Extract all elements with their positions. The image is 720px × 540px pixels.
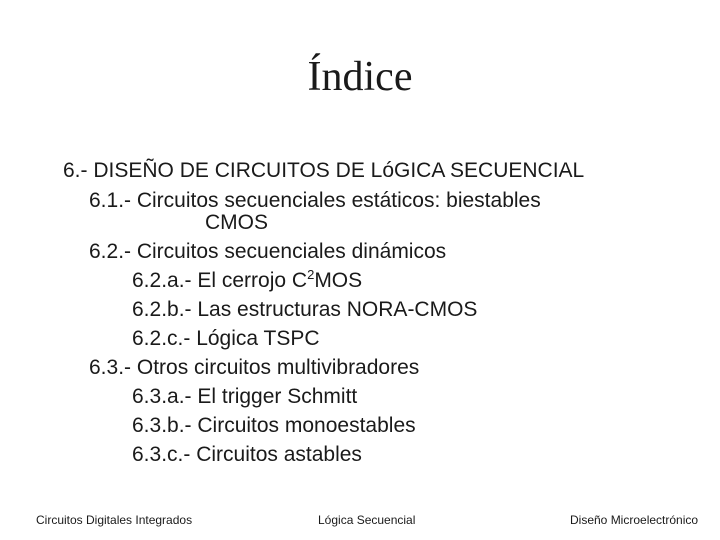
subsection-6-2-c: 6.2.c.- Lógica TSPC bbox=[132, 327, 320, 350]
section-6-1-continuation: CMOS bbox=[205, 211, 268, 234]
section-6-2: 6.2.- Circuitos secuenciales dinámicos bbox=[89, 240, 447, 263]
subsection-6-2-b: 6.2.b.- Las estructuras NORA-CMOS bbox=[132, 298, 478, 321]
chapter-heading: 6.- DISEÑO DE CIRCUITOS DE LóGICA SECUENCIAL bbox=[63, 159, 585, 182]
footer-left: Circuitos Digitales Integrados bbox=[36, 513, 193, 527]
footer-right: Diseño Microelectrónico bbox=[570, 513, 699, 527]
subsection-6-2-a-suffix: MOS bbox=[314, 269, 363, 292]
footer-center: Lógica Secuencial bbox=[318, 513, 416, 527]
subsection-6-3-a: 6.3.a.- El trigger Schmitt bbox=[132, 385, 358, 408]
subsection-6-3-c: 6.3.c.- Circuitos astables bbox=[132, 443, 362, 466]
subsection-6-2-a bbox=[132, 268, 362, 294]
superscript-2: 2 bbox=[307, 267, 315, 282]
subsection-6-2-a-text: 6.2.a.- El cerrojo C bbox=[132, 269, 308, 292]
slide-title: Índice bbox=[307, 54, 413, 100]
section-6-1: 6.1.- Circuitos secuenciales estáticos: biestables bbox=[89, 189, 541, 212]
section-6-3: 6.3.- Otros circuitos multivibradores bbox=[89, 356, 420, 379]
subsection-6-3-b: 6.3.b.- Circuitos monoestables bbox=[132, 414, 416, 437]
